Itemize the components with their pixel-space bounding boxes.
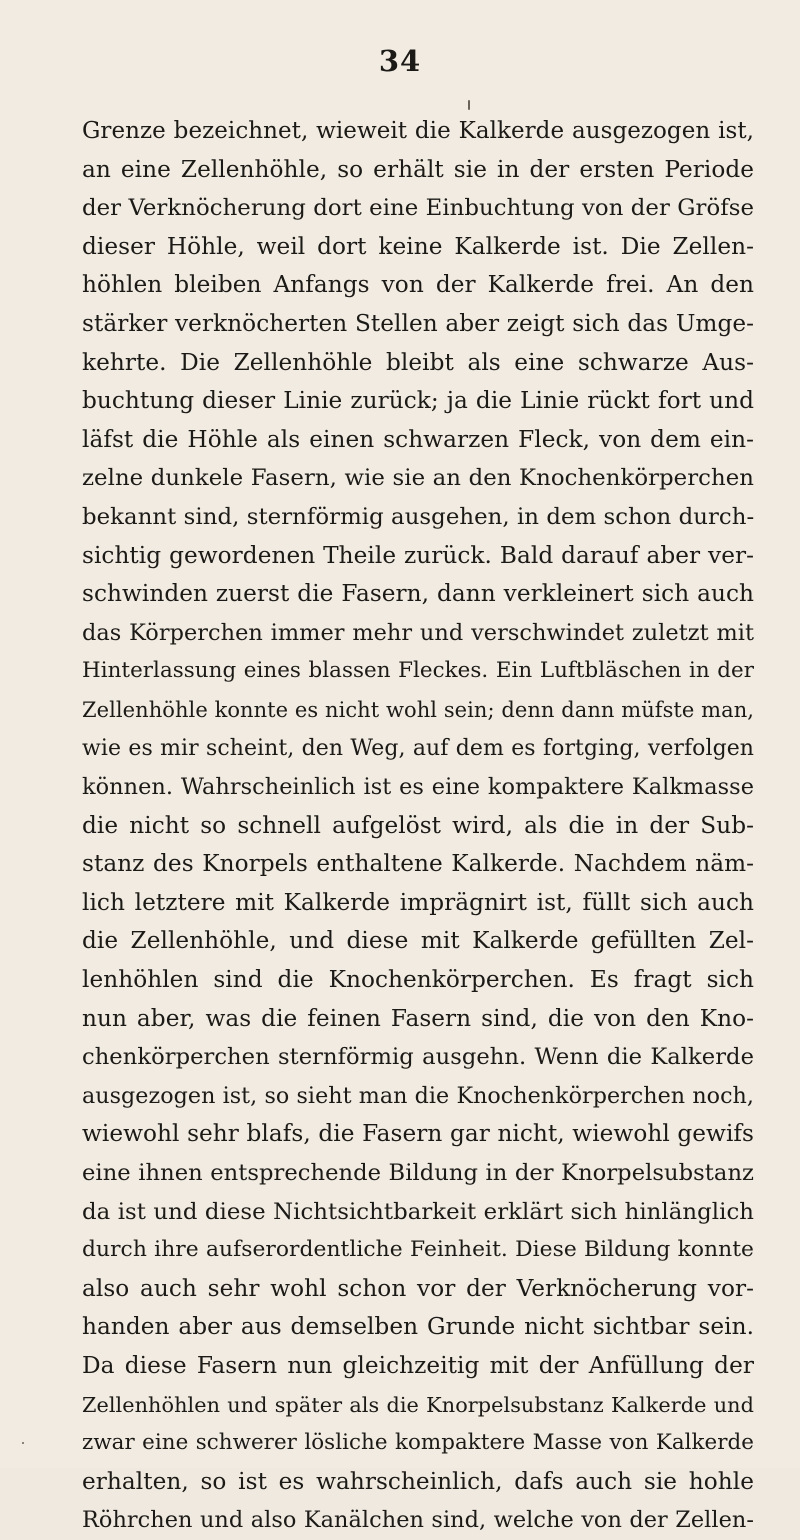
text-line: die Zellenhöhle, und diese mit Kalkerde gefüllten Zel- <box>82 927 754 955</box>
text-line: das Körperchen immer mehr und verschwindet zuletzt mit <box>82 619 754 646</box>
text-line: schwinden zuerst die Fasern, dann verkleinert sich auch <box>82 580 754 608</box>
text-line: der Verknöcherung dort eine Einbuchtung von der Gröfse <box>82 195 754 222</box>
text-line: können. Wahrscheinlich ist es eine kompaktere Kalkmasse <box>82 774 754 801</box>
text-line: zwar eine schwerer lösliche kompaktere Masse von Kalkerde <box>82 1430 754 1456</box>
text-line: die nicht so schnell aufgelöst wird, als die in der Sub- <box>82 811 754 839</box>
text-line: dieser Höhle, weil dort keine Kalkerde ist. Die Zellen- <box>82 232 754 260</box>
text-line: Zellenhöhlen und später als die Knorpelsubstanz Kalkerde und <box>82 1392 754 1417</box>
text-line: Da diese Fasern nun gleichzeitig mit der Anfüllung der <box>82 1352 754 1379</box>
text-line: chenkörperchen sternförmig ausgehn. Wenn die Kalkerde <box>82 1044 754 1071</box>
text-line: wie es mir scheint, den Weg, auf dem es fortging, verfolgen <box>82 735 754 761</box>
text-line: lich letztere mit Kalkerde imprägnirt ist, füllt sich auch <box>82 888 754 916</box>
text-line: stanz des Knorpels enthaltene Kalkerde. Nachdem näm- <box>82 850 754 878</box>
text-line: Röhrchen und also Kanälchen sind, welche von der Zellen- <box>82 1507 754 1534</box>
text-line: höhlen bleiben Anfangs von der Kalkerde frei. An den <box>82 271 754 299</box>
text-line: läfst die Höhle als einen schwarzen Fleck, von dem ein- <box>82 425 754 453</box>
text-line: bekannt sind, sternförmig ausgehen, in dem schon durch- <box>82 503 755 530</box>
text-line: sichtig gewordenen Theile zurück. Bald darauf aber ver- <box>82 541 754 569</box>
text-line: ausgezogen ist, so sieht man die Knochenkörperchen noch, <box>82 1082 754 1109</box>
page-number: 34 <box>378 44 422 78</box>
text-line: durch ihre aufserordentliche Feinheit. Diese Bildung konnte <box>82 1237 754 1263</box>
ink-speck <box>22 1442 24 1444</box>
text-line: lenhöhlen sind die Knochenkörperchen. Es fragt sich <box>82 966 754 994</box>
body-text <box>82 112 754 1540</box>
text-line: erhalten, so ist es wahrscheinlich, dafs auch sie hohle <box>82 1467 754 1495</box>
text-line: zelne dunkele Fasern, wie sie an den Knochenkörperchen <box>82 465 754 492</box>
text-line: kehrte. Die Zellenhöhle bleibt als eine schwarze Aus- <box>82 348 754 376</box>
text-line: da ist und diese Nichtsichtbarkeit erklärt sich hinlänglich <box>82 1198 754 1225</box>
text-line: also auch sehr wohl schon vor der Verknöcherung vor- <box>82 1274 754 1302</box>
text-line: Zellenhöhle konnte es nicht wohl sein; denn dann müfste man, <box>82 697 754 722</box>
text-line: buchtung dieser Linie zurück; ja die Linie rückt fort und <box>82 387 754 415</box>
text-line: stärker verknöcherten Stellen aber zeigt sich das Umge- <box>82 309 754 337</box>
text-line: an eine Zellenhöhle, so erhält sie in der ersten Periode <box>82 155 754 183</box>
text-line: Hinterlassung eines blassen Fleckes. Ein Luftbläschen in der <box>82 658 754 684</box>
text-line: wiewohl sehr blafs, die Fasern gar nicht, wiewohl gewifs <box>82 1120 754 1148</box>
text-line: Grenze bezeichnet, wieweit die Kalkerde ausgezogen ist, <box>82 118 754 144</box>
text-line: handen aber aus demselben Grunde nicht sichtbar sein. <box>82 1313 754 1341</box>
ink-speck <box>468 100 470 110</box>
text-line: nun aber, was die feinen Fasern sind, die von den Kno- <box>82 1004 754 1032</box>
text-line: eine ihnen entsprechende Bildung in der Knorpelsubstanz <box>82 1160 754 1187</box>
